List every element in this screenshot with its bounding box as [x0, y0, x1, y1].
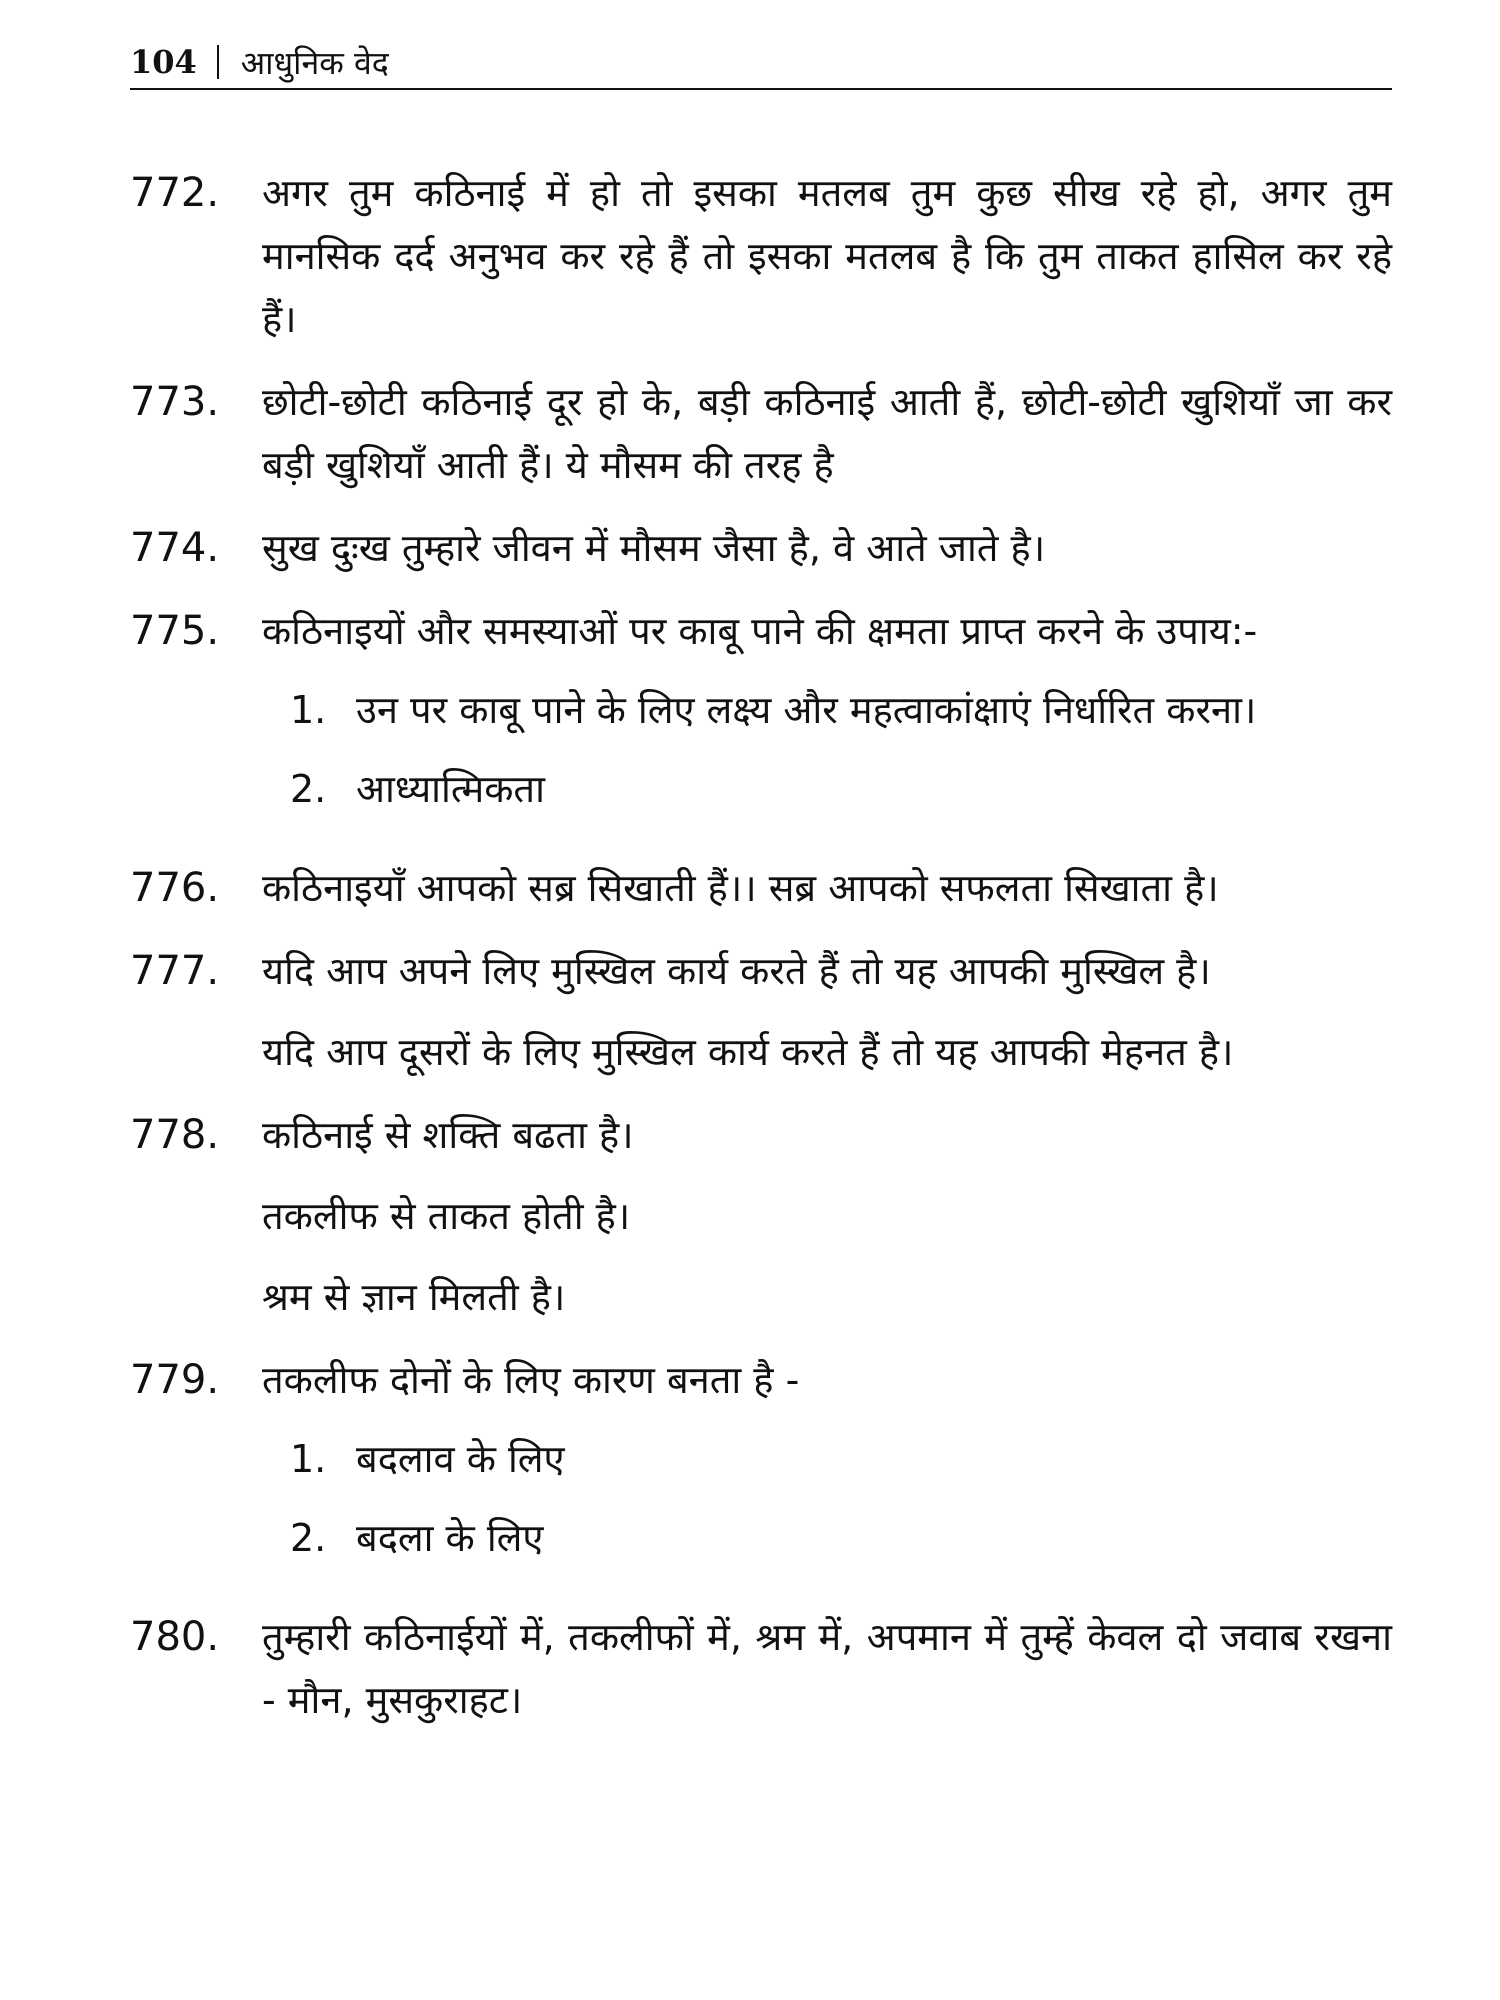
book-title: आधुनिक वेद	[240, 43, 389, 82]
entry-number: 774.	[130, 525, 220, 571]
entry-text: तुम्हारी कठिनाईयों में, तकलीफों में, श्रम में, अपमान में तुम्हें केवल दो जवाब रखना - मौन, मुसकुराहट।	[262, 1615, 1392, 1722]
sub-item-number: 2.	[290, 1516, 327, 1560]
sub-list	[262, 1428, 1392, 1570]
page-number: 104	[130, 43, 197, 81]
entry-772	[130, 162, 1392, 351]
entry-text: सुख दुःख तुम्हारे जीवन में मौसम जैसा है, वे आते जाते है।	[262, 526, 1046, 570]
sub-item-number: 1.	[290, 688, 327, 732]
sub-list	[262, 679, 1392, 821]
entry-text: छोटी-छोटी कठिनाई दूर हो के, बड़ी कठिनाई आती हैं, छोटी-छोटी खुशियाँ जा कर बड़ी खुशियाँ आती हैं। ये मौसम की तरह है	[262, 380, 1392, 487]
entry-number: 780.	[130, 1614, 220, 1660]
sub-item-text: उन पर काबू पाने के लिए लक्ष्य और महत्वाकांक्षाएं निर्धारित करना।	[356, 688, 1257, 732]
entry-number: 773.	[130, 379, 220, 425]
entry-body	[262, 517, 1392, 580]
entry-text: यदि आप दूसरों के लिए मुस्खिल कार्य करते हैं तो यह आपकी मेहनत है।	[262, 1030, 1234, 1074]
entry-780	[130, 1606, 1392, 1732]
sub-item-number: 1.	[290, 1437, 327, 1481]
entry-773	[130, 371, 1392, 497]
entry-778	[130, 1104, 1392, 1329]
entry-body	[262, 940, 1392, 1084]
entry-text: कठिनाइयाँ आपको सब्र सिखाती हैं।। सब्र आपको सफलता सिखाता है।	[262, 866, 1219, 910]
entry-number: 775.	[130, 608, 220, 654]
sub-item-number: 2.	[290, 767, 327, 811]
entry-body	[262, 1104, 1392, 1329]
entry-777	[130, 940, 1392, 1084]
entry-number: 776.	[130, 865, 220, 911]
entry-number: 779.	[130, 1357, 220, 1403]
entry-text: यदि आप अपने लिए मुस्खिल कार्य करते हैं तो यह आपकी मुस्खिल है।	[262, 949, 1211, 993]
entry-number: 777.	[130, 948, 220, 994]
entry-body	[262, 371, 1392, 497]
sub-item-text: बदलाव के लिए	[356, 1437, 565, 1481]
entry-776	[130, 857, 1392, 920]
entry-body	[262, 1606, 1392, 1732]
entry-list	[130, 162, 1392, 1752]
entry-text: अगर तुम कठिनाई में हो तो इसका मतलब तुम कुछ सीख रहे हो, अगर तुम मानसिक दर्द अनुभव कर रहे हैं तो इसका मतलब है कि तुम ताकत हासिल कर रहे हैं।	[262, 171, 1392, 341]
header-rule	[130, 88, 1392, 90]
sub-item-text: आध्यात्मिकता	[356, 767, 545, 811]
entry-body	[262, 1349, 1392, 1586]
entry-text: श्रम से ज्ञान मिलती है।	[262, 1275, 566, 1319]
entry-774	[130, 517, 1392, 580]
entry-text: कठिनाइयों और समस्याओं पर काबू पाने की क्षमता प्राप्त करने के उपाय:-	[262, 609, 1258, 653]
sub-item-text: बदला के लिए	[356, 1516, 544, 1560]
entry-text: कठिनाई से शक्ति बढता है।	[262, 1113, 634, 1157]
header-separator	[217, 45, 219, 79]
running-header	[130, 36, 1390, 88]
entry-body	[262, 162, 1392, 351]
entry-779	[130, 1349, 1392, 1586]
entry-body	[262, 857, 1392, 920]
entry-number: 772.	[130, 170, 220, 216]
sub-list-item	[290, 1507, 1392, 1570]
sub-list-item	[290, 679, 1392, 742]
entry-text: तकलीफ दोनों के लिए कारण बनता है -	[262, 1358, 800, 1402]
entry-text: तकलीफ से ताकत होती है।	[262, 1194, 631, 1238]
sub-list-item	[290, 758, 1392, 821]
entry-775	[130, 600, 1392, 837]
entry-number: 778.	[130, 1112, 220, 1158]
entry-body	[262, 600, 1392, 837]
sub-list-item	[290, 1428, 1392, 1491]
